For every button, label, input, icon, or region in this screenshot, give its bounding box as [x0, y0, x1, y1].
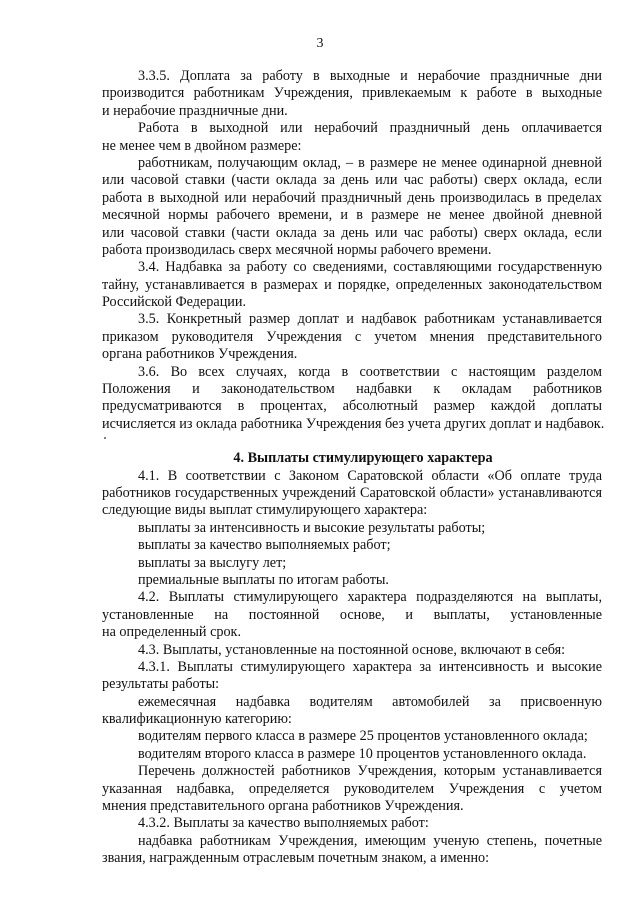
text-line: Положения и законодательством надбавки к окладам работников: [102, 381, 602, 398]
text-line: 4.3.1. Выплаты стимулирующего характера за интенсивность и высокие: [138, 658, 602, 675]
text-line: предусматриваются в процентах, абсолютный размер каждой доплаты: [102, 398, 602, 415]
text-line: квалификационную категорию:: [102, 711, 292, 728]
text-line: работа производилась сверх месячной нормы рабочего времени.: [102, 241, 492, 258]
text-line: или часовой ставки (части оклада за день или час работы) сверх оклада, если: [102, 224, 602, 241]
text-line: или часовой ставки (части оклада за день или час работы) сверх оклада, если: [102, 172, 602, 189]
text-line: 3.5. Конкретный размер доплат и надбавок работникам устанавливается: [138, 311, 602, 328]
text-line: 3.4. Надбавка за работу со сведениями, составляющими государственную: [138, 259, 602, 276]
section-heading: 4. Выплаты стимулирующего характера: [233, 450, 493, 467]
text-line: и нерабочие праздничные дни.: [102, 102, 288, 119]
text-line: 3.6. Во всех случаях, когда в соответствии с настоящим разделом: [138, 363, 602, 380]
document-body: [102, 68, 605, 868]
text-line: результаты работы:: [102, 676, 220, 693]
text-line: выплаты за интенсивность и высокие результаты работы;: [138, 519, 486, 536]
text-line: тайну, устанавливается в размерах и порядке, определенных законодательством: [102, 276, 602, 293]
text-line: 4.3.2. Выплаты за качество выполняемых работ:: [138, 815, 429, 832]
text-line: установленные на постоянной основе, и выплаты, установленные: [102, 606, 602, 623]
text-line: Российской Федерации.: [102, 294, 247, 311]
text-line: звания, награжденным отраслевым почетным знаком, а именно:: [102, 850, 490, 867]
text-line: указанная надбавка, определяется руководителем Учреждения с учетом: [102, 780, 602, 797]
text-line: премиальные выплаты по итогам работы.: [138, 571, 389, 588]
text-line: выплаты за качество выполняемых работ;: [138, 537, 391, 554]
text-line: мнения представительного органа работников Учреждения.: [102, 798, 464, 815]
text-line: 3.3.5. Доплата за работу в выходные и нерабочие праздничные дни: [138, 68, 602, 84]
text-line: Перечень должностей работников Учреждения, которым устанавливается: [138, 763, 602, 780]
text-line: месячной нормы рабочего времени, и в размере не менее двойной дневной: [102, 207, 602, 224]
text-line: исчисляется из оклада работника Учреждения без учета других доплат и надбавок.: [102, 415, 605, 432]
text-line: 4.1. В соответствии с Законом Саратовской области «Об оплате труда: [138, 467, 602, 484]
text-line: органа работников Учреждения.: [102, 346, 298, 363]
text-line: 4.2. Выплаты стимулирующего характера подразделяются на выплаты,: [138, 589, 602, 606]
text-line: не менее чем в двойном размере:: [102, 137, 302, 154]
text-line: водителям первого класса в размере 25 процентов установленного оклада;: [138, 728, 588, 745]
text-line: работа в выходной или нерабочий праздничный день производилась в пределах: [102, 189, 602, 206]
text-line: работникам, получающим оклад, – в размере не менее одинарной дневной: [138, 154, 602, 171]
text-line: приказом руководителя Учреждения с учетом мнения представительного: [102, 328, 602, 345]
page-number: 3: [316, 36, 324, 51]
text-line: на определенный срок.: [102, 624, 241, 641]
blank-line: [102, 433, 602, 450]
text-line: надбавка работникам Учреждения, имеющим ученую степень, почетные: [138, 832, 602, 849]
text-line: ежемесячная надбавка водителям автомобилей за присвоенную: [138, 693, 602, 710]
text-line: следующие виды выплат стимулирующего характера:: [102, 502, 428, 519]
text-line: 4.3. Выплаты, установленные на постоянной основе, включают в себя:: [138, 641, 566, 658]
text-line: работников государственных учреждений Саратовской области» устанавливаются: [102, 484, 602, 501]
text-line: выплаты за выслугу лет;: [138, 554, 287, 571]
text-line: Работа в выходной или нерабочий праздничный день оплачивается: [138, 120, 602, 137]
text-line: производится работникам Учреждения, привлекаемым к работе в выходные: [102, 85, 602, 102]
text-line: водителям второго класса в размере 10 процентов установленного оклада.: [138, 745, 587, 762]
